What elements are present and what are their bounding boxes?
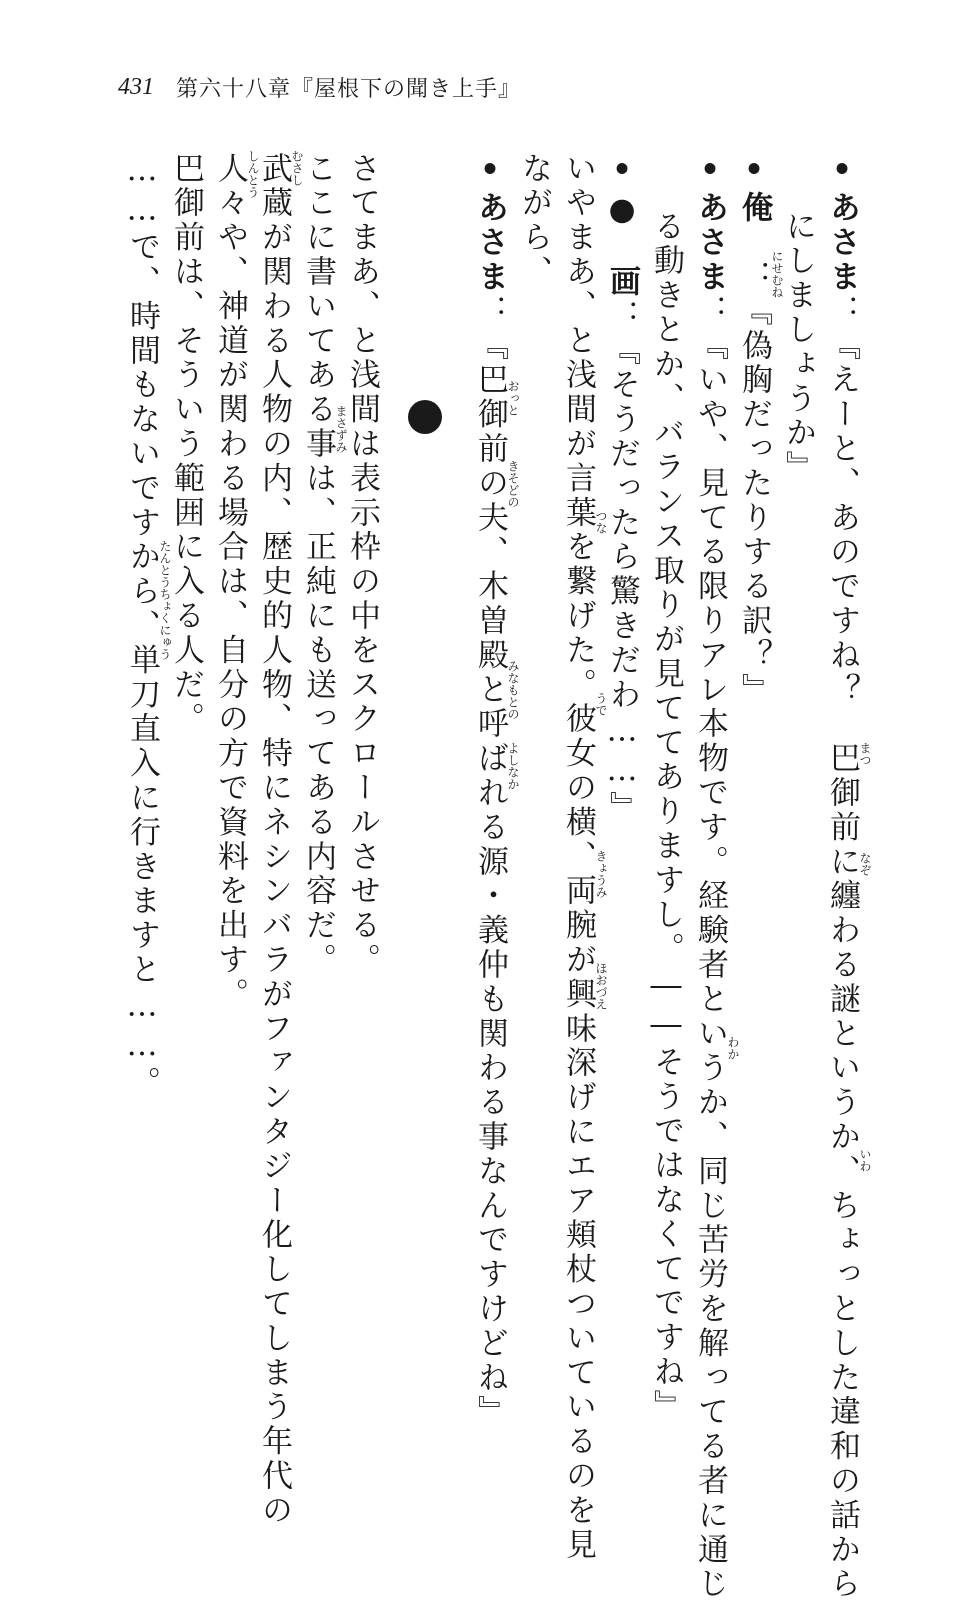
speaker-name: ● 画 — [604, 191, 640, 300]
narration-continuation: ながら、 — [516, 152, 552, 290]
narration-paragraph: いやまあ、と浅間が言葉を繋げた。彼女の横、両腕が興味深げにエア頬杖ついているのを見 — [560, 152, 596, 1563]
dialogue-line: •あさま：『えーと、あのですね？ 巴御前に纏わる謎というか、ちょっとした違和の話から — [824, 152, 860, 1602]
narration-paragraph: さてまあ、と浅間は表示枠の中をスクロールさせる。 — [344, 152, 380, 978]
dialogue-continuation: にしましょうか』 — [780, 210, 816, 486]
furigana: にせむね — [770, 250, 784, 298]
dialogue-continuation: る動きとか、バランス取りが見ててありますし。――そうではなくてですね』 — [648, 210, 684, 1424]
furigana: むさし — [290, 150, 304, 186]
furigana: おっと — [506, 380, 520, 416]
scene-break-mark — [408, 400, 442, 434]
furigana: しんとう — [246, 150, 260, 198]
furigana: たんとうちょくにゅう — [158, 540, 172, 660]
speaker-name: あさま — [692, 191, 728, 295]
furigana: ほおづえ — [594, 962, 608, 1010]
furigana: つな — [594, 510, 608, 534]
chapter-title: 第六十八章『屋根下の聞き上手』 — [176, 76, 522, 102]
dialogue-line: •● 画：『そうだったら驚きだわ……』 — [604, 152, 640, 826]
furigana: うで — [594, 692, 608, 716]
furigana: まつ — [858, 742, 872, 766]
dialogue-line: •あさま：『巴御前の夫、木曽殿と呼ばれる源・義仲も関わる事なんですけどね』 — [472, 152, 508, 1430]
narration-paragraph: ここに書いてある事は、正純にも送ってある内容だ。 — [300, 152, 336, 978]
furigana: よしなか — [506, 742, 520, 790]
furigana: みなもとの — [506, 660, 520, 720]
furigana: きそどの — [506, 460, 520, 508]
running-header — [118, 70, 521, 104]
narration-paragraph: 武蔵が関わる人物の内、歴史的人物、特にネシンバラがファンタジー化してしまう年代の — [256, 152, 292, 1528]
furigana: きょうみ — [594, 850, 608, 898]
dialogue-line: •あさま：『いや、見てる限りアレ本物です。経験者というか、同じ苦労を解ってる者に通じ — [692, 152, 728, 1602]
speaker-name: あさま — [824, 191, 860, 295]
speaker-name: 俺 — [736, 191, 772, 226]
dialogue-line: •俺 ：『偽胸だったりする訳？』 — [736, 152, 772, 708]
speaker-name: あさま — [472, 191, 508, 295]
furigana: なぞ — [858, 852, 872, 876]
narration-continuation: 人々や、神道が関わる場合は、自分の方で資料を出す。 — [212, 152, 248, 1012]
narration-paragraph: 巴御前は、そういう範囲に入る人だ。 — [168, 152, 204, 737]
narration-paragraph: ……で、時間もないですから、単刀直入に行きますと……。 — [124, 152, 160, 1101]
furigana: わか — [726, 1036, 740, 1060]
furigana: まさずみ — [334, 405, 348, 453]
page-number: 431 — [118, 73, 154, 100]
furigana: いわ — [858, 1148, 872, 1172]
